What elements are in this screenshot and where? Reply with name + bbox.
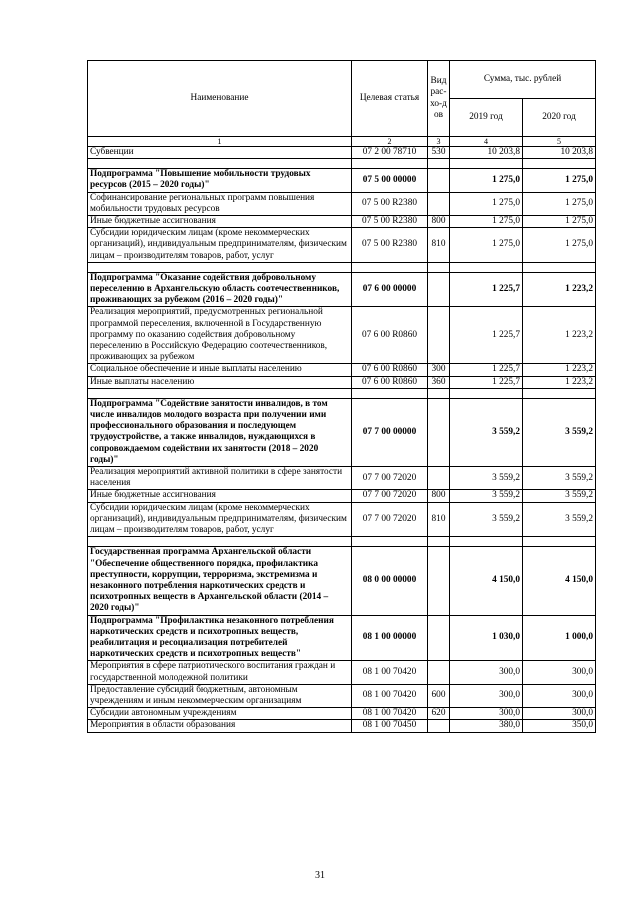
row-name: Подпрограмма "Повышение мобильности трудовых ресурсов (2015 – 2020 годы)"	[88, 169, 352, 192]
row-2020: 1 223,2	[523, 376, 596, 388]
row-2020: 3 559,2	[523, 490, 596, 502]
row-code: 08 1 00 00000	[352, 615, 428, 661]
row-kind	[428, 272, 450, 307]
row-2020: 3 559,2	[523, 502, 596, 537]
table-row	[88, 502, 596, 537]
table-row	[88, 547, 596, 615]
row-2020: 3 559,2	[523, 467, 596, 490]
row-name: Софинансирование региональных программ повышения мобильности трудовых ресурсов	[88, 192, 352, 215]
row-code: 07 2 00 78710	[352, 147, 428, 159]
col-number: 5	[523, 137, 596, 147]
row-2019: 1 275,0	[450, 216, 523, 228]
row-2020: 300,0	[523, 708, 596, 720]
table-row	[88, 216, 596, 228]
table-row	[88, 684, 596, 707]
row-name: Подпрограмма "Профилактика незаконного потребления наркотических средств и психотропных веществ, реабилитация и ресоциализация потребителей наркотических средств и психотропных веществ"	[88, 615, 352, 661]
table-row	[88, 228, 596, 263]
row-kind: 800	[428, 490, 450, 502]
row-name: Реализация мероприятий активной политики в сфере занятости населения	[88, 467, 352, 490]
row-kind: 530	[428, 147, 450, 159]
row-2019: 380,0	[450, 720, 523, 732]
row-2020: 1 275,0	[523, 228, 596, 263]
table-row	[88, 490, 596, 502]
row-code: 07 7 00 72020	[352, 467, 428, 490]
row-2019: 1 275,0	[450, 169, 523, 192]
row-kind: 600	[428, 684, 450, 707]
row-name: Иные выплаты населению	[88, 376, 352, 388]
row-name: Субсидии юридическим лицам (кроме некоммерческих организаций), индивидуальным предпринимателям, физическим лицам – производителям товаров, работ, услуг	[88, 502, 352, 537]
table-row	[88, 376, 596, 388]
row-name: Социальное обеспечение и иные выплаты населению	[88, 364, 352, 376]
row-kind	[428, 615, 450, 661]
row-code: 07 7 00 00000	[352, 398, 428, 466]
table-row	[88, 192, 596, 215]
row-2019: 1 225,7	[450, 307, 523, 364]
column-numbers-row	[88, 137, 596, 147]
row-2019: 1 225,7	[450, 364, 523, 376]
row-kind: 300	[428, 364, 450, 376]
budget-table	[87, 60, 596, 733]
row-2019: 300,0	[450, 661, 523, 684]
row-kind	[428, 467, 450, 490]
row-name: Реализация мероприятий, предусмотренных региональной программой переселения, включенной в Государственную программу по оказанию содействия добровольному переселению в Российскую Федерацию соотечественников, проживающих за рубежом	[88, 307, 352, 364]
page-number: 31	[315, 870, 325, 881]
row-2019: 1 225,7	[450, 376, 523, 388]
row-code: 07 5 00 R2380	[352, 216, 428, 228]
spacer-row	[88, 388, 596, 398]
row-2019: 3 559,2	[450, 398, 523, 466]
row-code: 08 1 00 70420	[352, 661, 428, 684]
row-code: 07 5 00 R2380	[352, 192, 428, 215]
header-name: Наименование	[88, 61, 352, 137]
table-row	[88, 364, 596, 376]
row-2020: 3 559,2	[523, 398, 596, 466]
row-2019: 1 225,7	[450, 272, 523, 307]
row-code: 07 6 00 R0860	[352, 364, 428, 376]
row-2020: 1 275,0	[523, 192, 596, 215]
row-2019: 10 203,8	[450, 147, 523, 159]
row-kind: 620	[428, 708, 450, 720]
row-kind	[428, 547, 450, 615]
row-2019: 3 559,2	[450, 502, 523, 537]
spacer-row	[88, 537, 596, 547]
row-2019: 1 030,0	[450, 615, 523, 661]
table-row	[88, 307, 596, 364]
row-name: Субсидии автономным учреждениям	[88, 708, 352, 720]
row-kind: 360	[428, 376, 450, 388]
row-code: 07 7 00 72020	[352, 490, 428, 502]
row-code: 07 5 00 R2380	[352, 228, 428, 263]
row-name: Предоставление субсидий бюджетным, автономным учреждениям и иным некоммерческим организациям	[88, 684, 352, 707]
row-code: 07 6 00 R0860	[352, 307, 428, 364]
row-2019: 4 150,0	[450, 547, 523, 615]
row-2020: 1 223,2	[523, 272, 596, 307]
row-name: Иные бюджетные ассигнования	[88, 490, 352, 502]
row-2020: 300,0	[523, 684, 596, 707]
header-2020: 2020 год	[523, 99, 596, 137]
row-name: Подпрограмма "Оказание содействия добровольному переселению в Архангельскую область соотечественников, проживающих за рубежом (2016 – 2020 годы)"	[88, 272, 352, 307]
row-2019: 3 559,2	[450, 490, 523, 502]
table-row	[88, 272, 596, 307]
header-target: Целевая статья	[352, 61, 428, 137]
table-row	[88, 398, 596, 466]
row-code: 07 5 00 00000	[352, 169, 428, 192]
row-code: 07 6 00 R0860	[352, 376, 428, 388]
table-row	[88, 615, 596, 661]
col-number: 2	[352, 137, 428, 147]
row-2020: 1 000,0	[523, 615, 596, 661]
row-2020: 1 275,0	[523, 169, 596, 192]
row-2020: 300,0	[523, 661, 596, 684]
row-name: Мероприятия в сфере патриотического воспитания граждан и государственной молодежной политики	[88, 661, 352, 684]
row-name: Субсидии юридическим лицам (кроме некоммерческих организаций), индивидуальным предпринимателям, физическим лицам – производителям товаров, работ, услуг	[88, 228, 352, 263]
table-row	[88, 169, 596, 192]
header-2019: 2019 год	[450, 99, 523, 137]
row-kind	[428, 192, 450, 215]
row-code: 08 0 00 00000	[352, 547, 428, 615]
spacer-row	[88, 159, 596, 169]
table-row	[88, 708, 596, 720]
row-code: 07 7 00 72020	[352, 502, 428, 537]
row-code: 08 1 00 70420	[352, 708, 428, 720]
header-kind: Вид рас-хо-дов	[428, 61, 450, 137]
row-2019: 1 275,0	[450, 192, 523, 215]
row-code: 08 1 00 70450	[352, 720, 428, 732]
table-row	[88, 720, 596, 732]
row-name: Государственная программа Архангельской области "Обеспечение общественного порядка, профилактика преступности, коррупции, терроризма, экстремизма и незаконного потребления наркотических средств и психотропных веществ в Архангельской области (2014 – 2020 годы)"	[88, 547, 352, 615]
table-row	[88, 467, 596, 490]
row-kind	[428, 307, 450, 364]
row-2020: 350,0	[523, 720, 596, 732]
row-kind: 810	[428, 228, 450, 263]
row-2019: 300,0	[450, 684, 523, 707]
row-2019: 3 559,2	[450, 467, 523, 490]
table-row	[88, 147, 596, 159]
row-2020: 1 223,2	[523, 307, 596, 364]
row-code: 07 6 00 00000	[352, 272, 428, 307]
row-kind	[428, 398, 450, 466]
row-2020: 1 275,0	[523, 216, 596, 228]
col-number: 4	[450, 137, 523, 147]
row-kind: 810	[428, 502, 450, 537]
row-kind	[428, 661, 450, 684]
row-name: Подпрограмма "Содействие занятости инвалидов, в том числе инвалидов молодого возраста при получении ими профессионального образования и последующем трудоустройстве, а также инвалидов, нуждающихся в сопровождаемом содействии их занятости (2018 – 2020 годы)"	[88, 398, 352, 466]
row-2019: 1 275,0	[450, 228, 523, 263]
table-row	[88, 661, 596, 684]
col-number: 3	[428, 137, 450, 147]
spacer-row	[88, 262, 596, 272]
row-kind: 800	[428, 216, 450, 228]
row-code: 08 1 00 70420	[352, 684, 428, 707]
row-kind	[428, 720, 450, 732]
row-2020: 4 150,0	[523, 547, 596, 615]
row-2020: 10 203,8	[523, 147, 596, 159]
header-row	[88, 61, 596, 99]
row-name: Мероприятия в области образования	[88, 720, 352, 732]
row-2020: 1 223,2	[523, 364, 596, 376]
row-name: Иные бюджетные ассигнования	[88, 216, 352, 228]
col-number: 1	[88, 137, 352, 147]
header-sum: Сумма, тыс. рублей	[450, 61, 596, 99]
row-name: Субвенции	[88, 147, 352, 159]
row-kind	[428, 169, 450, 192]
row-2019: 300,0	[450, 708, 523, 720]
